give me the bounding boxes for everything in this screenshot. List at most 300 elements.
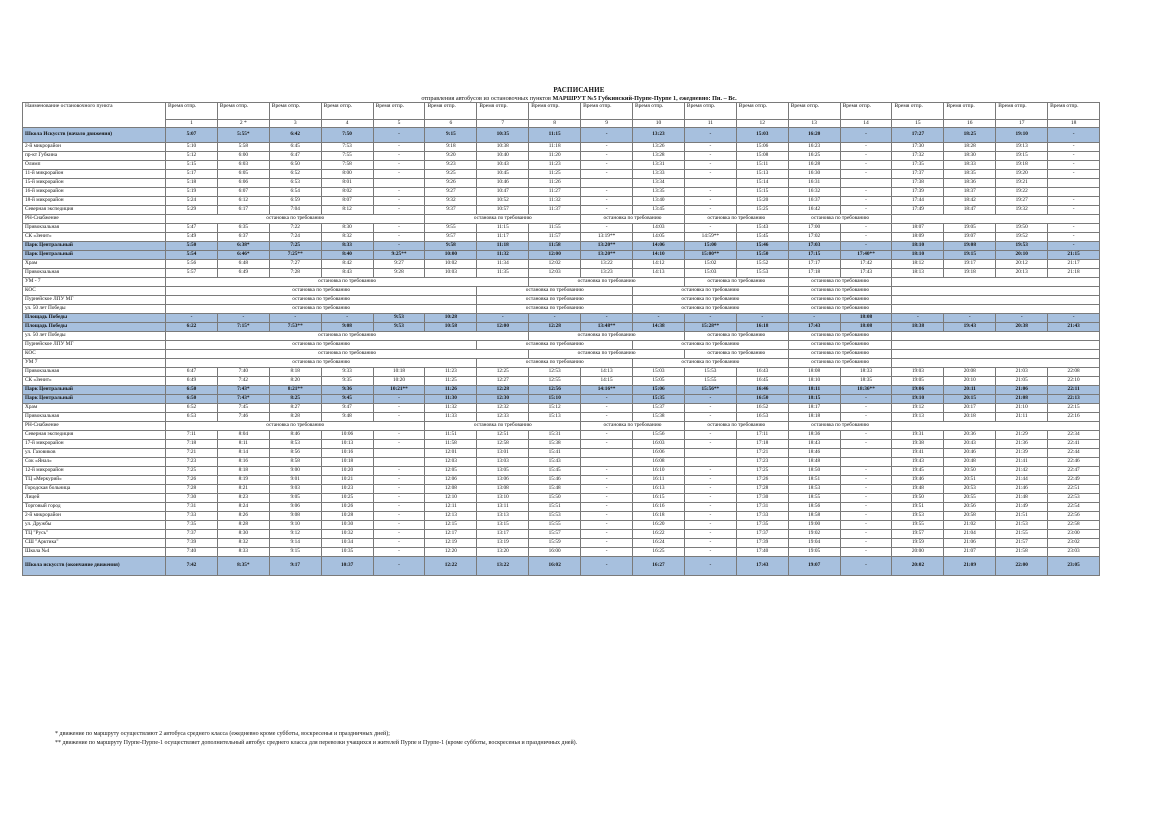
on-request-note xyxy=(892,296,1100,305)
departure-time: 15:11 xyxy=(736,161,788,170)
departure-time: 6:45 xyxy=(269,143,321,152)
departure-time: 9:53 xyxy=(373,314,425,323)
departure-time: - xyxy=(581,143,633,152)
departure-time: 9:20 xyxy=(425,152,477,161)
on-request-note: остановка по требованию xyxy=(166,296,477,305)
departure-time: 18:28 xyxy=(944,143,996,152)
on-request-note: остановка по требованию xyxy=(788,305,892,314)
stop-name: КОС xyxy=(23,287,166,296)
departure-time: 13:15 xyxy=(477,521,529,530)
on-request-note: остановка по требованию xyxy=(684,332,788,341)
departure-time: - xyxy=(840,512,892,521)
departure-time: 7:28 xyxy=(166,485,218,494)
departure-time: 19:04 xyxy=(788,539,840,548)
departure-time: 10:32 xyxy=(321,530,373,539)
departure-time: 20:51 xyxy=(944,476,996,485)
departure-time: 9:25** xyxy=(373,251,425,260)
departure-time: 18:47 xyxy=(944,206,996,215)
departure-time: 12:02 xyxy=(529,260,581,269)
route-name: МАРШРУТ №5 Губкинский-Пурпе-Пурпе 1, ежедневно: Пн. – Вс. xyxy=(552,95,737,102)
departure-time: 9:08 xyxy=(269,512,321,521)
departure-time: 9:27 xyxy=(425,188,477,197)
departure-time: 21:55 xyxy=(996,530,1048,539)
departure-time: 18:36** xyxy=(840,386,892,395)
departure-time: 14:05 xyxy=(633,233,685,242)
departure-time: 18:30 xyxy=(944,152,996,161)
departure-time: 10:03 xyxy=(425,269,477,278)
departure-time: 7:11 xyxy=(166,431,218,440)
departure-time: 11:37 xyxy=(529,206,581,215)
departure-time: 22:11 xyxy=(1048,386,1100,395)
departure-time: 11:15 xyxy=(529,128,581,143)
departure-time: - xyxy=(269,314,321,323)
departure-time: 5:29 xyxy=(166,206,218,215)
departure-time xyxy=(373,179,425,188)
departure-time: 13:34 xyxy=(633,179,685,188)
departure-time: 19:06 xyxy=(892,386,944,395)
header-dep-time: Время отпр. xyxy=(477,103,529,120)
departure-time: 8:56 xyxy=(269,449,321,458)
departure-time: 20:08 xyxy=(944,368,996,377)
departure-time: 19:45 xyxy=(892,467,944,476)
departure-time: 15:35 xyxy=(633,395,685,404)
departure-time: - xyxy=(840,530,892,539)
departure-time: 9:03 xyxy=(269,485,321,494)
departure-time: - xyxy=(373,197,425,206)
departure-time: 15:56 xyxy=(633,431,685,440)
departure-time: 8:40 xyxy=(321,251,373,260)
header-dep-time: Время отпр. xyxy=(166,103,218,120)
departure-time: 13:01 xyxy=(477,449,529,458)
trip-number: 16 xyxy=(944,120,996,128)
stop-name: Храм xyxy=(23,260,166,269)
departure-time: 21:53 xyxy=(996,521,1048,530)
departure-time: - xyxy=(684,128,736,143)
stop-name: ул. 50 лет Победы xyxy=(23,332,166,341)
departure-time: 6:37 xyxy=(217,233,269,242)
departure-time: - xyxy=(840,521,892,530)
departure-time: 13:20** xyxy=(581,251,633,260)
departure-time: 18:10 xyxy=(788,377,840,386)
departure-time: 19:48 xyxy=(892,485,944,494)
stop-row xyxy=(23,233,1100,242)
departure-time: 18:09 xyxy=(892,233,944,242)
departure-time: - xyxy=(581,206,633,215)
departure-time: 16:42 xyxy=(788,206,840,215)
departure-time: 17:39 xyxy=(736,539,788,548)
departure-time: 21:49 xyxy=(996,503,1048,512)
departure-time: 17:35 xyxy=(736,521,788,530)
on-request-note: остановка по требованию xyxy=(166,332,529,341)
departure-time: 10:18 xyxy=(373,368,425,377)
departure-time: - xyxy=(840,242,892,251)
stop-name: ТЦ "Русь" xyxy=(23,530,166,539)
trip-number: 1 xyxy=(166,120,218,128)
departure-time: - xyxy=(684,170,736,179)
departure-time: - xyxy=(684,152,736,161)
on-request-note xyxy=(892,350,1100,359)
departure-time: - xyxy=(581,128,633,143)
departure-time: 15:02 xyxy=(684,260,736,269)
departure-time: - xyxy=(373,512,425,521)
departure-time xyxy=(1048,188,1100,197)
departure-time: - xyxy=(373,242,425,251)
departure-time: 8:18 xyxy=(269,368,321,377)
departure-time: 10:30 xyxy=(321,521,373,530)
header-row xyxy=(23,103,1100,120)
departure-time: - xyxy=(373,494,425,503)
departure-time: 14:59** xyxy=(684,233,736,242)
departure-time: 7:40 xyxy=(166,548,218,557)
trip-number: 3 xyxy=(269,120,321,128)
on-request-note: остановка по требованию xyxy=(529,332,685,341)
departure-time: 6:46* xyxy=(217,251,269,260)
departure-time: 15:14 xyxy=(736,179,788,188)
departure-time: - xyxy=(581,530,633,539)
departure-time: 15:03 xyxy=(633,368,685,377)
departure-time: 9:58 xyxy=(425,242,477,251)
departure-time: - xyxy=(1048,233,1100,242)
header-dep-time: Время отпр. xyxy=(892,103,944,120)
on-request-note: остановка по требованию xyxy=(788,359,892,368)
departure-time: 19:43 xyxy=(892,458,944,467)
departure-time: 18:12 xyxy=(892,260,944,269)
departure-time: 17:02 xyxy=(788,233,840,242)
departure-time: 8:00 xyxy=(321,170,373,179)
departure-time: 20:10 xyxy=(996,251,1048,260)
departure-time: - xyxy=(373,152,425,161)
departure-time: - xyxy=(1048,161,1100,170)
departure-time: 12:22 xyxy=(425,557,477,576)
departure-time: 6:50 xyxy=(269,161,321,170)
departure-time: 21:51 xyxy=(996,512,1048,521)
departure-time: - xyxy=(1048,206,1100,215)
departure-time: 7:39 xyxy=(166,539,218,548)
departure-time: 17:42 xyxy=(840,260,892,269)
departure-time: 15:20 xyxy=(736,197,788,206)
departure-time: - xyxy=(892,314,944,323)
departure-time: 14:16** xyxy=(581,386,633,395)
departure-time: 13:48** xyxy=(581,323,633,332)
departure-time: 16:08 xyxy=(633,458,685,467)
departure-time: 13:40 xyxy=(633,197,685,206)
departure-time: 20:15 xyxy=(944,395,996,404)
departure-time: 23:00 xyxy=(1048,530,1100,539)
departure-time: 10:40 xyxy=(477,152,529,161)
stop-row xyxy=(23,404,1100,413)
departure-time: - xyxy=(840,197,892,206)
departure-time: - xyxy=(996,314,1048,323)
stop-name: Северная экспедиция xyxy=(23,431,166,440)
departure-time: 15:06 xyxy=(736,143,788,152)
departure-time: 15:59 xyxy=(529,539,581,548)
trip-number: 9 xyxy=(581,120,633,128)
departure-time: - xyxy=(840,143,892,152)
departure-time: - xyxy=(1048,314,1100,323)
departure-time: 13:22 xyxy=(581,260,633,269)
stop-row xyxy=(23,269,1100,278)
departure-time: 7:45 xyxy=(217,404,269,413)
stop-name: Лицей xyxy=(23,494,166,503)
departure-time: - xyxy=(840,557,892,576)
departure-time: - xyxy=(840,467,892,476)
departure-time: 18:55 xyxy=(788,494,840,503)
departure-time: - xyxy=(581,494,633,503)
departure-time: - xyxy=(581,314,633,323)
departure-time: 10:06 xyxy=(321,431,373,440)
stop-row xyxy=(23,458,1100,467)
departure-time: 19:59 xyxy=(892,539,944,548)
departure-time: 6:07 xyxy=(217,188,269,197)
departure-time: 6:35 xyxy=(217,224,269,233)
schedule-body xyxy=(23,128,1100,576)
departure-time: 18:33 xyxy=(840,368,892,377)
departure-time: 14:12 xyxy=(633,260,685,269)
departure-time: - xyxy=(684,494,736,503)
departure-time: 10:57 xyxy=(477,206,529,215)
departure-time: 22:15 xyxy=(1048,404,1100,413)
departure-time: 9:26 xyxy=(425,179,477,188)
departure-time: 16:03 xyxy=(633,440,685,449)
on-request-note: остановка по требованию xyxy=(477,305,633,314)
departure-time: 8:21** xyxy=(269,386,321,395)
departure-time: 19:51 xyxy=(892,503,944,512)
departure-time: 14:13 xyxy=(633,269,685,278)
stop-row xyxy=(23,440,1100,449)
departure-time: 10:26 xyxy=(321,503,373,512)
departure-time: 9:32 xyxy=(425,197,477,206)
departure-time: 7:21 xyxy=(166,449,218,458)
departure-time: 9:36 xyxy=(321,386,373,395)
departure-time: 12:01 xyxy=(425,449,477,458)
on-request-note: остановка по требованию xyxy=(166,359,477,368)
departure-time: - xyxy=(373,404,425,413)
departure-time: 18:08 xyxy=(788,368,840,377)
departure-time: - xyxy=(581,548,633,557)
departure-time: 19:10 xyxy=(996,128,1048,143)
departure-time: 8:58 xyxy=(269,458,321,467)
departure-time: 11:34 xyxy=(477,260,529,269)
departure-time: - xyxy=(684,548,736,557)
departure-time: 17:49 xyxy=(892,206,944,215)
departure-time: 19:12 xyxy=(892,404,944,413)
departure-time: 15:38 xyxy=(529,440,581,449)
departure-time: 19:57 xyxy=(892,530,944,539)
departure-time: - xyxy=(840,485,892,494)
header-dep-time: Время отпр. xyxy=(840,103,892,120)
stop-row xyxy=(23,188,1100,197)
departure-time: 19:50 xyxy=(892,494,944,503)
departure-time: 22:56 xyxy=(1048,512,1100,521)
departure-time: 12:13 xyxy=(425,512,477,521)
stop-name: Площадь Победы xyxy=(23,323,166,332)
departure-time: 8:30 xyxy=(321,224,373,233)
departure-time: 19:13 xyxy=(996,143,1048,152)
departure-time xyxy=(581,449,633,458)
stop-row xyxy=(23,197,1100,206)
departure-time: 10:02 xyxy=(425,260,477,269)
departure-time: 8:02 xyxy=(321,188,373,197)
departure-time: 17:38 xyxy=(892,179,944,188)
departure-time: - xyxy=(1048,128,1100,143)
departure-time: 15:43 xyxy=(736,224,788,233)
departure-time: 5:12 xyxy=(166,152,218,161)
departure-time: - xyxy=(581,152,633,161)
departure-time: 17:43 xyxy=(788,323,840,332)
departure-time: 11:18 xyxy=(477,242,529,251)
departure-time: 16:15 xyxy=(633,494,685,503)
departure-time: 19:15 xyxy=(996,152,1048,161)
departure-time: 12:25 xyxy=(477,368,529,377)
stop-name: пр-кт Губкина xyxy=(23,152,166,161)
departure-time: 15:45 xyxy=(529,467,581,476)
stop-name: Городская больница xyxy=(23,485,166,494)
departure-time: 7:42 xyxy=(166,557,218,576)
stop-name: 2-й микрорайон xyxy=(23,143,166,152)
on-request-note: остановка по требованию xyxy=(166,278,529,287)
stop-name: Торговый город xyxy=(23,503,166,512)
departure-time: 8:26 xyxy=(217,512,269,521)
departure-time: 19:27 xyxy=(996,197,1048,206)
departure-time: 5:17 xyxy=(166,170,218,179)
trip-number: 2 * xyxy=(217,120,269,128)
departure-time: 8:18 xyxy=(217,467,269,476)
departure-time: 12:28 xyxy=(477,386,529,395)
departure-time: 10:28 xyxy=(321,512,373,521)
departure-time: 19:31 xyxy=(892,431,944,440)
departure-time: 19:38 xyxy=(892,440,944,449)
departure-time: 17:21 xyxy=(736,449,788,458)
departure-time: 19:18 xyxy=(944,269,996,278)
departure-time: - xyxy=(736,314,788,323)
departure-time: 19:22 xyxy=(996,188,1048,197)
stop-name: УМ - 7 xyxy=(23,278,166,287)
departure-time: 16:32 xyxy=(788,188,840,197)
departure-time: - xyxy=(373,143,425,152)
departure-time: 20:10 xyxy=(944,377,996,386)
departure-time: 10:52 xyxy=(477,197,529,206)
departure-time: 15:12 xyxy=(529,404,581,413)
on-request-note: остановка по требованию xyxy=(166,422,425,431)
departure-time: 16:53 xyxy=(736,413,788,422)
departure-time: 7:58 xyxy=(321,161,373,170)
departure-time: 6:52 xyxy=(269,170,321,179)
on-request-note xyxy=(892,332,1100,341)
departure-time: 9:48 xyxy=(321,413,373,422)
departure-time: 10:18 xyxy=(321,458,373,467)
departure-time: 13:20 xyxy=(477,548,529,557)
departure-time: 5:55* xyxy=(217,128,269,143)
departure-time: 19:53 xyxy=(892,512,944,521)
departure-time: 16:10 xyxy=(633,467,685,476)
departure-time: 5:47 xyxy=(166,224,218,233)
stop-row xyxy=(23,386,1100,395)
departure-time: - xyxy=(373,161,425,170)
departure-time: - xyxy=(581,503,633,512)
departure-time: 21:36 xyxy=(996,440,1048,449)
departure-time: 8:30 xyxy=(217,530,269,539)
departure-time: 19:13 xyxy=(892,413,944,422)
on-request-note xyxy=(892,341,1100,350)
header-dep-time: Время отпр. xyxy=(1048,103,1100,120)
departure-time: 17:43 xyxy=(840,269,892,278)
stop-name: 16-й микрорайон xyxy=(23,188,166,197)
departure-time: 5:19 xyxy=(166,188,218,197)
departure-time: - xyxy=(581,521,633,530)
on-request-note: остановка по требованию xyxy=(788,332,892,341)
departure-time: 18:37 xyxy=(944,188,996,197)
on-request-note: остановка по требованию xyxy=(633,287,789,296)
stop-row xyxy=(23,548,1100,557)
on-request-note: остановка по требованию xyxy=(581,215,685,224)
stop-name: Привокзальная xyxy=(23,413,166,422)
stop-row xyxy=(23,242,1100,251)
departure-time: 12:33 xyxy=(477,413,529,422)
departure-time: - xyxy=(166,314,218,323)
departure-time: 15:52 xyxy=(736,260,788,269)
departure-time: 15:53 xyxy=(736,269,788,278)
departure-time: 5:15 xyxy=(166,161,218,170)
departure-time: 6:49 xyxy=(217,269,269,278)
departure-time: 10:21 xyxy=(321,476,373,485)
on-request-note: остановка по требованию xyxy=(166,341,477,350)
departure-time: 5:58 xyxy=(217,143,269,152)
departure-time: - xyxy=(684,485,736,494)
departure-time: - xyxy=(840,224,892,233)
departure-time: 20:38 xyxy=(996,323,1048,332)
departure-time: 8:32 xyxy=(321,233,373,242)
departure-time: 19:50 xyxy=(996,224,1048,233)
header-dep-time: Время отпр. xyxy=(581,103,633,120)
departure-time xyxy=(373,458,425,467)
departure-time: - xyxy=(684,521,736,530)
departure-time: - xyxy=(684,476,736,485)
departure-time: 8:07 xyxy=(321,197,373,206)
departure-time: 16:13 xyxy=(633,485,685,494)
departure-time: - xyxy=(373,413,425,422)
departure-time: 17:28 xyxy=(736,485,788,494)
departure-time: 19:43 xyxy=(944,323,996,332)
stop-row xyxy=(23,377,1100,386)
departure-time: 5:10 xyxy=(166,143,218,152)
header-dep-time: Время отпр. xyxy=(736,103,788,120)
departure-time: 14:15 xyxy=(581,377,633,386)
departure-time: - xyxy=(840,188,892,197)
departure-time: 21:02 xyxy=(944,521,996,530)
departure-time: - xyxy=(840,152,892,161)
departure-time: - xyxy=(684,404,736,413)
on-request-note xyxy=(892,359,1100,368)
departure-time: 7:25** xyxy=(269,251,321,260)
departure-time: - xyxy=(840,503,892,512)
departure-time: 22:54 xyxy=(1048,503,1100,512)
departure-time: 19:32 xyxy=(996,206,1048,215)
departure-time: 19:07 xyxy=(788,557,840,576)
departure-time xyxy=(684,458,736,467)
departure-time: 22:53 xyxy=(1048,494,1100,503)
departure-time: - xyxy=(788,314,840,323)
departure-time: 23:02 xyxy=(1048,539,1100,548)
departure-time: - xyxy=(373,503,425,512)
departure-time: 15:03 xyxy=(736,128,788,143)
departure-time: - xyxy=(373,128,425,143)
departure-time: 9:37 xyxy=(425,206,477,215)
departure-time: 10:35 xyxy=(477,128,529,143)
departure-time: 8:28 xyxy=(269,413,321,422)
departure-time xyxy=(373,449,425,458)
on-request-note: остановка по требованию xyxy=(788,350,892,359)
departure-time: 17:15 xyxy=(788,251,840,260)
